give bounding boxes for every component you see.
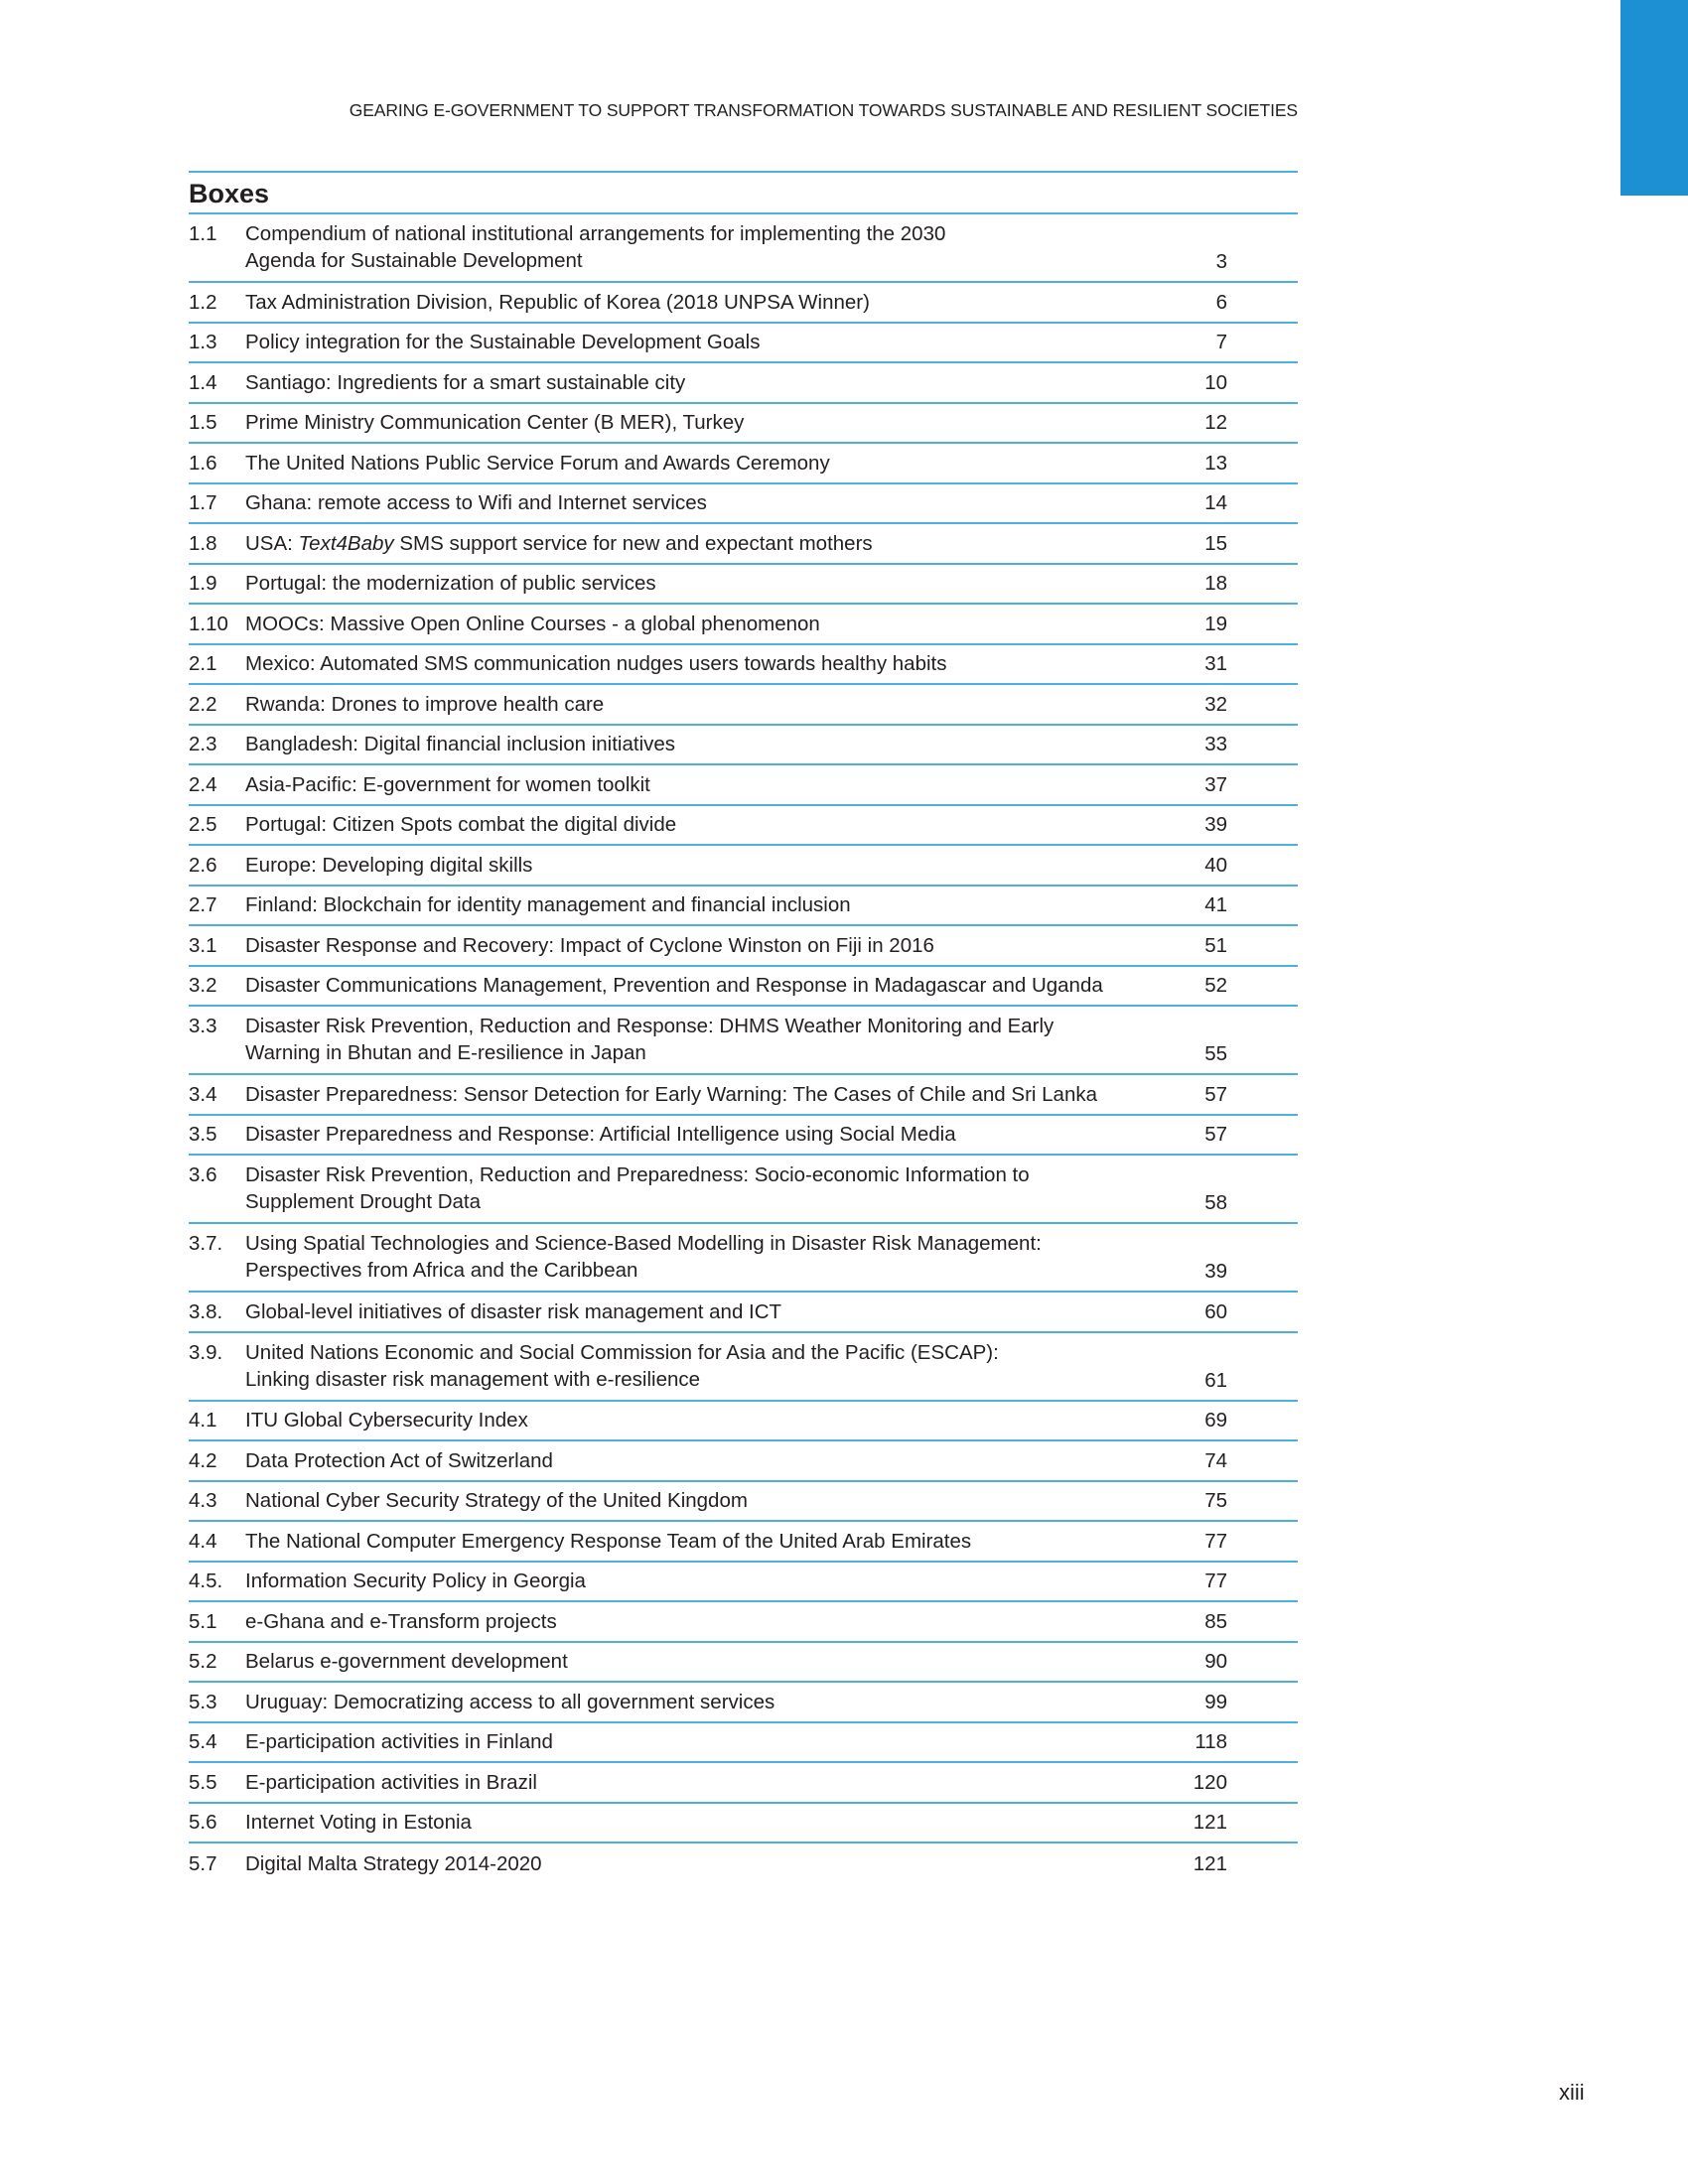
box-entry-row[interactable] — [189, 404, 1298, 445]
box-entry-title-line2: Warning in Bhutan and E-resilience in Japan — [245, 1041, 646, 1064]
box-entry-number: 3.2 — [189, 974, 217, 998]
boxes-list — [189, 171, 1298, 1884]
box-entry-page: 74 — [1204, 1448, 1227, 1472]
box-entry-number: 4.5. — [189, 1570, 223, 1593]
box-entry-row[interactable] — [189, 1602, 1298, 1643]
box-entry-row[interactable] — [189, 1643, 1298, 1684]
box-entry-number: 1.8 — [189, 531, 217, 555]
box-entry-title: Prime Ministry Communication Center (B MER), Turkey — [245, 411, 745, 435]
box-entry-title: Rwanda: Drones to improve health care — [245, 692, 605, 716]
box-entry-number: 3.4 — [189, 1082, 217, 1106]
box-entry-title: ITU Global Cybersecurity Index — [245, 1409, 528, 1433]
box-entry-title: Disaster Preparedness: Sensor Detection for Early Warning: The Cases of Chile and Sri Lanka — [245, 1082, 1097, 1106]
box-entry-row[interactable] — [189, 806, 1298, 847]
box-entry-title: Finland: Blockchain for identity management and financial inclusion — [245, 893, 851, 917]
box-entry-title: Data Protection Act of Switzerland — [245, 1448, 553, 1472]
box-entry-page: 52 — [1204, 974, 1227, 998]
box-entry-number: 2.7 — [189, 893, 217, 917]
box-entry-page: 51 — [1204, 933, 1227, 957]
box-entry-title: Digital Malta Strategy 2014-2020 — [245, 1851, 542, 1875]
box-entry-number: 3.8. — [189, 1299, 223, 1323]
box-entry-row[interactable] — [189, 324, 1298, 364]
box-entry-page: 13 — [1204, 451, 1227, 475]
box-entry-row[interactable] — [189, 1804, 1298, 1844]
box-entry-row[interactable] — [189, 565, 1298, 606]
box-entry-page: 85 — [1204, 1609, 1227, 1633]
box-entry-page: 60 — [1204, 1299, 1227, 1323]
box-entry-page: 7 — [1215, 331, 1227, 354]
box-entry-row[interactable] — [189, 1763, 1298, 1804]
box-entry-row[interactable] — [189, 1522, 1298, 1563]
box-entry-row[interactable] — [189, 726, 1298, 766]
box-entry-title: Disaster Preparedness and Response: Artificial Intelligence using Social Media — [245, 1123, 956, 1147]
box-entry-number: 4.2 — [189, 1448, 217, 1472]
box-entry-number: 5.6 — [189, 1811, 217, 1835]
box-entry-page: 57 — [1204, 1082, 1227, 1106]
box-entry-title-line1: Compendium of national institutional arrangements for implementing the 2030 — [245, 222, 946, 245]
box-entry-title-italic: Text4Baby — [298, 531, 394, 555]
box-entry-number: 2.5 — [189, 813, 217, 837]
box-entry-title — [245, 530, 1148, 557]
box-entry-title-line2: Agenda for Sustainable Development — [245, 249, 583, 272]
box-entry-page: 32 — [1204, 692, 1227, 716]
box-entry-row[interactable] — [189, 1402, 1298, 1442]
box-entry-title — [245, 1339, 1148, 1393]
box-entry-row[interactable] — [189, 484, 1298, 525]
box-entry-title: The National Computer Emergency Response Team of the United Arab Emirates — [245, 1529, 972, 1553]
box-entry-page: 6 — [1215, 290, 1227, 314]
box-entry-title: Belarus e-government development — [245, 1650, 568, 1674]
box-entry-page: 14 — [1204, 491, 1227, 515]
box-entry-row[interactable] — [189, 283, 1298, 324]
box-entry-page: 77 — [1204, 1529, 1227, 1553]
box-entry-title: Portugal: Citizen Spots combat the digital divide — [245, 813, 677, 837]
box-entry-title-line1: Using Spatial Technologies and Science-Based Modelling in Disaster Risk Management: — [245, 1232, 1042, 1255]
box-entry-title: Tax Administration Division, Republic of Korea (2018 UNPSA Winner) — [245, 290, 870, 314]
box-entry-page: 58 — [1204, 1191, 1227, 1214]
box-entry-row[interactable] — [189, 1116, 1298, 1157]
box-entry-number: 1.4 — [189, 370, 217, 394]
box-entry-number: 5.1 — [189, 1609, 217, 1633]
box-entry-title: Mexico: Automated SMS communication nudges users towards healthy habits — [245, 652, 947, 676]
box-entry-page: 37 — [1204, 772, 1227, 796]
box-entry-row[interactable] — [189, 645, 1298, 686]
box-entry-row[interactable] — [189, 524, 1298, 565]
box-entry-title: E-participation activities in Brazil — [245, 1770, 537, 1794]
box-entry-title-line1: United Nations Economic and Social Commission for Asia and the Pacific (ESCAP): — [245, 1340, 999, 1364]
box-entry-page: 12 — [1204, 411, 1227, 435]
boxes-heading: Boxes — [189, 178, 270, 208]
box-entry-row[interactable] — [189, 1723, 1298, 1764]
box-entry-row[interactable] — [189, 605, 1298, 645]
box-entry-row[interactable] — [189, 765, 1298, 806]
box-entry-row[interactable] — [189, 1007, 1298, 1075]
box-entry-page: 69 — [1204, 1409, 1227, 1433]
box-entry-number: 2.2 — [189, 692, 217, 716]
box-entry-page: 90 — [1204, 1650, 1227, 1674]
box-entry-row[interactable] — [189, 444, 1298, 484]
boxes-title-row — [189, 171, 1298, 214]
box-entry-number: 5.7 — [189, 1851, 217, 1875]
box-entry-number: 4.1 — [189, 1409, 217, 1433]
box-entry-row[interactable] — [189, 685, 1298, 726]
box-entry-title: Disaster Communications Management, Prevention and Response in Madagascar and Uganda — [245, 974, 1103, 998]
box-entry-title: Ghana: remote access to Wifi and Internet services — [245, 491, 707, 515]
box-entry-page: 18 — [1204, 572, 1227, 596]
box-entry-page: 15 — [1204, 531, 1227, 555]
box-entry-number: 2.4 — [189, 772, 217, 796]
box-entry-number: 4.4 — [189, 1529, 217, 1553]
box-entry-row[interactable] — [189, 1333, 1298, 1402]
box-entry-title-line1: Disaster Risk Prevention, Reduction and Response: DHMS Weather Monitoring and Early — [245, 1015, 1055, 1037]
box-entry-title: Global-level initiatives of disaster risk management and ICT — [245, 1299, 782, 1323]
box-entry-title: Bangladesh: Digital financial inclusion initiatives — [245, 733, 676, 756]
box-entry-number: 2.3 — [189, 733, 217, 756]
box-entry-number: 1.6 — [189, 451, 217, 475]
box-entry-page: 121 — [1193, 1851, 1227, 1875]
box-entry-row[interactable] — [189, 1156, 1298, 1224]
box-entry-row[interactable] — [189, 1482, 1298, 1523]
box-entry-page: 39 — [1204, 813, 1227, 837]
box-entry-number: 5.3 — [189, 1690, 217, 1713]
box-entry-row[interactable] — [189, 1075, 1298, 1116]
box-entry-number: 1.10 — [189, 612, 228, 635]
box-entry-page: 41 — [1204, 893, 1227, 917]
box-entry-row[interactable] — [189, 363, 1298, 404]
box-entry-row[interactable] — [189, 846, 1298, 887]
box-entry-title: e-Ghana and e-Transform projects — [245, 1609, 557, 1633]
box-entry-page: 77 — [1204, 1570, 1227, 1593]
box-entry-row[interactable] — [189, 1224, 1298, 1293]
box-entry-title-line2: Perspectives from Africa and the Caribbean — [245, 1259, 638, 1282]
box-entry-row[interactable] — [189, 1563, 1298, 1603]
box-entry-row[interactable] — [189, 967, 1298, 1008]
box-entry-number: 1.2 — [189, 290, 217, 314]
box-entry-number: 3.9. — [189, 1340, 223, 1364]
box-entry-page: 75 — [1204, 1489, 1227, 1513]
box-entry-number: 3.3 — [189, 1015, 217, 1037]
box-entry-page: 10 — [1204, 370, 1227, 394]
box-entry-number: 5.2 — [189, 1650, 217, 1674]
box-entry-title-suffix: SMS support service for new and expectant mothers — [393, 531, 873, 555]
box-entry-page: 61 — [1204, 1368, 1227, 1392]
box-entry-number: 1.1 — [189, 222, 217, 245]
box-entry-number: 3.1 — [189, 933, 217, 957]
box-entry-title: Asia-Pacific: E-government for women toolkit — [245, 772, 650, 796]
box-entry-title — [245, 220, 1148, 274]
box-entry-row[interactable] — [189, 926, 1298, 967]
box-entry-page: 31 — [1204, 652, 1227, 676]
box-entry-title: National Cyber Security Strategy of the United Kingdom — [245, 1489, 748, 1513]
box-entry-page: 99 — [1204, 1690, 1227, 1713]
box-entry-title: Santiago: Ingredients for a smart sustainable city — [245, 370, 686, 394]
page-number: xiii — [1559, 2080, 1585, 2105]
box-entry-title-line2: Supplement Drought Data — [245, 1190, 482, 1213]
box-entry-title-prefix: USA: — [245, 531, 299, 555]
box-entry-title-line1: Disaster Risk Prevention, Reduction and Preparedness: Socio-economic Information to — [245, 1163, 1030, 1186]
box-entry-number: 1.5 — [189, 411, 217, 435]
box-entry-title: E-participation activities in Finland — [245, 1730, 553, 1754]
box-entry-number: 3.6 — [189, 1163, 217, 1186]
box-entry-number: 1.7 — [189, 491, 217, 515]
box-entry-title: Uruguay: Democratizing access to all government services — [245, 1690, 775, 1713]
box-entry-page: 120 — [1193, 1770, 1227, 1794]
box-entry-page: 118 — [1195, 1730, 1227, 1754]
box-entry-title — [245, 1161, 1148, 1215]
chapter-tab-marker — [1620, 0, 1688, 196]
box-entry-page: 19 — [1204, 612, 1227, 635]
box-entry-number: 3.7. — [189, 1232, 223, 1255]
box-entry-number: 4.3 — [189, 1489, 217, 1513]
box-entry-page: 121 — [1193, 1811, 1227, 1835]
box-entry-page: 33 — [1204, 733, 1227, 756]
box-entry-row[interactable] — [189, 1683, 1298, 1723]
box-entry-page: 3 — [1215, 250, 1227, 273]
box-entry-title: Portugal: the modernization of public services — [245, 572, 656, 596]
box-entry-row[interactable] — [189, 1293, 1298, 1333]
box-entry-title — [245, 1230, 1148, 1284]
box-entry-row[interactable] — [189, 887, 1298, 927]
box-entry-title-line2: Linking disaster risk management with e-resilience — [245, 1367, 701, 1391]
box-entry-number: 1.9 — [189, 572, 217, 596]
box-entry-row[interactable] — [189, 214, 1298, 283]
box-entry-title: Europe: Developing digital skills — [245, 853, 533, 877]
box-entry-title: Disaster Response and Recovery: Impact of Cyclone Winston on Fiji in 2016 — [245, 933, 934, 957]
box-entry-number: 1.3 — [189, 331, 217, 354]
box-entry-number: 5.5 — [189, 1770, 217, 1794]
box-entry-title: Policy integration for the Sustainable Development Goals — [245, 331, 761, 354]
box-entry-page: 55 — [1204, 1042, 1227, 1065]
box-entry-number: 5.4 — [189, 1730, 217, 1754]
box-entry-title: Information Security Policy in Georgia — [245, 1570, 586, 1593]
box-entry-page: 39 — [1204, 1260, 1227, 1283]
box-entry-title: MOOCs: Massive Open Online Courses - a global phenomenon — [245, 612, 820, 635]
box-entry-page: 57 — [1204, 1123, 1227, 1147]
box-entry-number: 3.5 — [189, 1123, 217, 1147]
box-entry-title: Internet Voting in Estonia — [245, 1811, 472, 1835]
running-header: GEARING E-GOVERNMENT TO SUPPORT TRANSFORMATION TOWARDS SUSTAINABLE AND RESILIENT SOCIETIES — [349, 100, 1298, 120]
box-entry-title: The United Nations Public Service Forum and Awards Ceremony — [245, 451, 830, 475]
box-entry-row[interactable] — [189, 1843, 1298, 1884]
box-entry-number: 2.6 — [189, 853, 217, 877]
box-entry-number: 2.1 — [189, 652, 217, 676]
box-entry-title — [245, 1013, 1148, 1066]
boxes-rows — [189, 214, 1298, 1884]
box-entry-row[interactable] — [189, 1441, 1298, 1482]
box-entry-page: 40 — [1204, 853, 1227, 877]
